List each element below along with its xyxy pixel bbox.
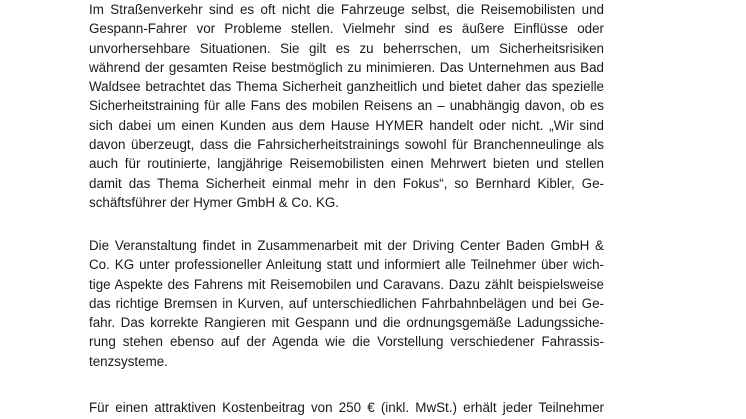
paragraph-line: Waldsee betrachtet das Thema Sicherheit ganzheitlich und bietet daher das spezielle [89,79,604,95]
paragraph-line: tige Aspekte des Fahrens mit Reisemobilen und Caravans. Dazu zählt beispielsweise [89,276,604,292]
paragraph-safety-training-intro [89,0,604,212]
paragraph-line: während der gesamten Reise bestmöglich zu minimieren. Das Unternehmen aus Bad [89,59,604,75]
paragraph-line: Im Straßenverkehr sind es oft nicht die Fahrzeuge selbst, die Reisemobilisten und [89,2,604,17]
paragraph-line: auch für routinierte, langjährige Reisemobilisten einen Mehrwert bieten und stellen [89,156,604,172]
paragraph-line: Für einen attraktiven Kostenbeitrag von 250 € (inkl. MwSt.) erhält jeder Teilnehmer [89,400,604,415]
paragraph-line: Sicherheitstraining für alle Fans des mobilen Reisens an – unabhängig davon, ob es [89,98,604,114]
paragraph-line: tenzsysteme. [89,353,168,369]
paragraph-event-details [89,236,604,371]
paragraph-line: Gespann-Fahrer vor Probleme stellen. Vielmehr sind es äußere Einflüsse oder [89,21,604,37]
paragraph-line: fahr. Das korrekte Rangieren mit Gespann und die ordnungsgemäße Ladungssiche- [89,315,604,331]
paragraph-line: rung stehen ebenso auf der Agenda wie die Vorstellung verschiedener Fahrassis- [89,334,604,350]
paragraph-line: davon überzeugt, dass die Fahrsicherheitstrainings sowohl für Branchenneulinge als [89,137,604,153]
paragraph-line: Co. KG unter professioneller Anleitung statt und informiert alle Teilnehmer über wich- [89,257,604,273]
paragraph-line: schäftsführer der Hymer GmbH & Co. KG. [89,194,340,210]
paragraph-cost-info [89,398,604,417]
paragraph-line: damit das Thema Sicherheit einmal mehr in den Fokus“, so Bernhard Kibler, Ge- [89,175,604,191]
paragraph-line: unvorhersehbare Situationen. Sie gilt es zu beherrschen, um Sicherheitsrisiken [89,40,604,56]
paragraph-line: das richtige Bremsen in Kurven, auf unterschiedlichen Fahrbahnbelägen und bei Ge- [89,295,604,311]
paragraph-line: sich dabei um einen Kunden aus dem Hause HYMER handelt oder nicht. „Wir sind [89,117,604,133]
paragraph-line: Die Veranstaltung findet in Zusammenarbeit mit der Driving Center Baden GmbH & [89,238,604,253]
